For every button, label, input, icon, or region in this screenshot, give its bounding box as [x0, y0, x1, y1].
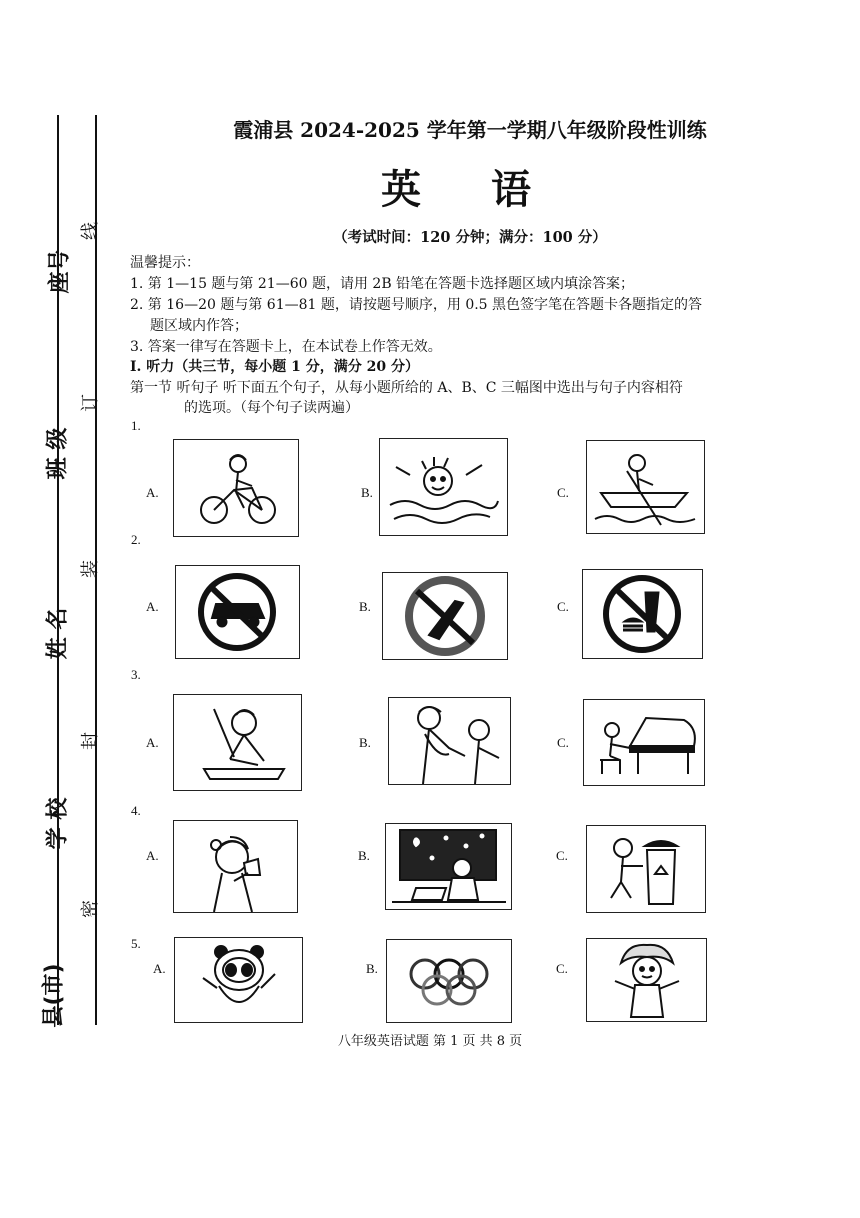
option-label: C. [557, 735, 569, 750]
no-food-icon [582, 569, 703, 659]
recycling-boy-icon [586, 825, 706, 913]
pianist-icon [583, 699, 705, 786]
doctor-icon [388, 697, 511, 785]
county-label: 县(市) [41, 963, 67, 1028]
question-number: 5. [131, 936, 141, 951]
instruction-item-2-cont: 题区域内作答； [150, 318, 248, 334]
name-label: 姓 名 [45, 607, 71, 660]
class-label: 班 级 [45, 427, 71, 480]
olympic-rings-icon [386, 939, 512, 1023]
exam-info: （考试时间：120 分钟；满分：100 分） [333, 229, 607, 246]
instruction-item-3: 3. 答案一律写在答题卡上，在本试卷上作答无效。 [130, 339, 442, 355]
instruction-item-1: 1. 第 1—15 题与第 21—60 题，请用 2B 铅笔在答题卡选择题区域内填涂答案； [130, 276, 635, 292]
cut-mark-xian: 线 [80, 222, 101, 240]
girl-drinking-icon [173, 820, 298, 913]
writer-icon [173, 694, 302, 791]
part1-instruction: 第一节 听句子 听下面五个句子，从每小题所给的 A、B、C 三幅图中选出与句子内容相符 [130, 380, 683, 396]
option-label: B. [359, 599, 371, 614]
part1-instruction-cont: 的选项。（每个句子读两遍） [184, 400, 359, 416]
no-drinks-icon [382, 572, 508, 660]
cut-mark-mi: 密 [80, 900, 101, 918]
instructions-heading: 温馨提示： [130, 255, 200, 271]
swimming-boy-icon [379, 438, 508, 536]
cycling-boy-icon [173, 439, 299, 537]
cut-mark-ding: 订 [80, 394, 101, 412]
option-label: C. [556, 961, 568, 976]
option-label: B. [366, 961, 378, 976]
cut-mark-feng: 封 [80, 732, 101, 750]
question-number: 3. [131, 667, 141, 682]
option-label: A. [146, 485, 159, 500]
seat-number-label: 座号 [47, 249, 73, 294]
question-number: 4. [131, 803, 141, 818]
subject-title: 英 语 [381, 166, 559, 213]
instruction-item-2: 2. 第 16—20 题与第 61—81 题，请按题号顺序，用 0.5 黑色签字笔在答题卡各题指定的答 [130, 297, 703, 313]
option-label: C. [556, 848, 568, 863]
no-cars-icon [175, 565, 300, 659]
question-number: 1. [131, 418, 141, 433]
option-label: C. [557, 485, 569, 500]
bing-dwen-dwen-icon [174, 937, 303, 1023]
exam-title: 霞浦县 2024-2025 学年第一学期八年级阶段性训练 [233, 118, 707, 142]
option-label: A. [153, 961, 166, 976]
option-label: A. [146, 848, 159, 863]
page-footer: 八年级英语试题 第 1 页 共 8 页 [337, 1034, 523, 1049]
section-title: Ⅰ. 听力（共三节，每小题 1 分，满分 20 分） [130, 359, 420, 375]
option-label: B. [361, 485, 373, 500]
working-late-icon [385, 823, 512, 910]
option-label: B. [358, 848, 370, 863]
question-number: 2. [131, 532, 141, 547]
school-label: 学 校 [45, 797, 71, 850]
fuwa-mascot-icon [586, 938, 707, 1022]
option-label: A. [146, 599, 159, 614]
cut-mark-zhuang: 装 [80, 560, 101, 578]
option-label: A. [146, 735, 159, 750]
option-label: C. [557, 599, 569, 614]
option-label: B. [359, 735, 371, 750]
rowing-boat-icon [586, 440, 705, 534]
